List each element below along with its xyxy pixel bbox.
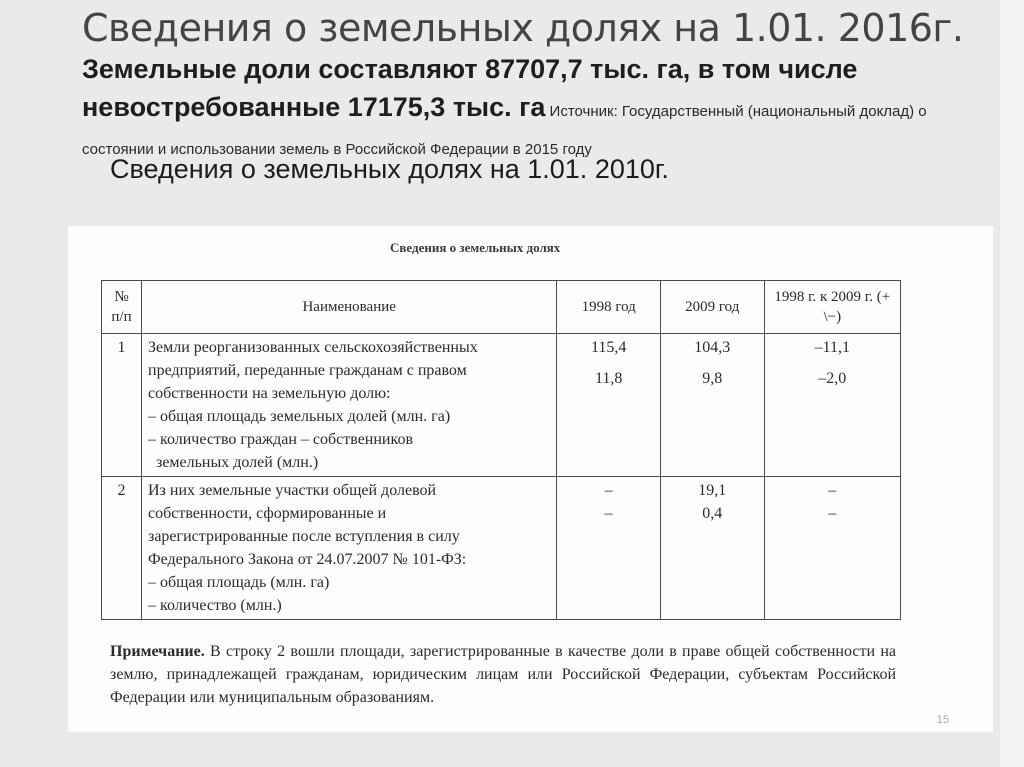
value-area: 115,4 xyxy=(590,339,627,356)
value-1998 xyxy=(557,477,661,620)
note-label: Примечание. xyxy=(110,643,205,660)
value-count: 9,8 xyxy=(702,370,723,387)
value-2009 xyxy=(660,477,764,620)
value-area: – xyxy=(828,482,837,499)
row-name-line: земельных долей (млн.) xyxy=(156,454,319,471)
row-name-line: собственности на земельную долю: xyxy=(148,385,391,402)
slide-title: Сведения о земельных долях на 1.01. 2016г. xyxy=(82,6,964,50)
header-1998: 1998 год xyxy=(557,281,661,334)
note-text: В строку 2 вошли площади, зарегистрированные в качестве доли в праве общей собственности на землю, принадлежащей гражданам, юридическим лицам или Российской Федерации, субъектам Российской Федерации или муниципальным образованиям. xyxy=(110,643,896,706)
row-name-line: – общая площадь земельных долей (млн. га) xyxy=(148,408,451,425)
slide-subtitle-2010: Сведения о земельных долях на 1.01. 2010г. xyxy=(110,154,669,184)
table-header-row xyxy=(102,281,901,334)
header-diff: 1998 г. к 2009 г. (+ \−) xyxy=(764,281,900,334)
note-paragraph xyxy=(110,640,896,709)
value-area: –11,1 xyxy=(814,339,850,356)
row-name-line: предприятий, переданные гражданам с правом xyxy=(148,362,467,379)
row-name-line: – количество (млн.) xyxy=(148,597,282,614)
header-num: № п/п xyxy=(102,281,142,334)
value-diff xyxy=(764,477,900,620)
row-name-line: – общая площадь (млн. га) xyxy=(148,574,330,591)
row-name-line: зарегистрированные после вступления в силу xyxy=(148,528,460,545)
row-name xyxy=(142,334,557,477)
row-num: 2 xyxy=(102,477,142,620)
table-row xyxy=(102,477,901,620)
value-count: – xyxy=(604,505,613,522)
slide-edge xyxy=(1000,0,1024,767)
row-name-line: Из них земельные участки общей долевой xyxy=(148,482,437,499)
row-name-line: Земли реорганизованных сельскохозяйственных xyxy=(148,339,478,356)
document-title: Сведения о земельных долях xyxy=(390,240,561,255)
header-2009: 2009 год xyxy=(660,281,764,334)
value-area: 104,3 xyxy=(694,339,731,356)
row-name-line: – количество граждан – собственников xyxy=(148,431,414,448)
page-number: 15 xyxy=(936,714,949,726)
table-row xyxy=(102,334,901,477)
value-diff xyxy=(764,334,900,477)
row-name-line: собственности, сформированные и xyxy=(148,505,387,522)
value-area: – xyxy=(604,482,613,499)
header-name: Наименование xyxy=(142,281,557,334)
land-shares-table xyxy=(101,280,901,620)
row-name xyxy=(142,477,557,620)
value-2009 xyxy=(660,334,764,477)
subtitle-bold-text: Земельные доли составляют 87707,7 тыс. га, в том числе невостребованные 17175,3 тыс. га xyxy=(82,54,858,122)
value-count: – xyxy=(828,505,837,522)
value-count: 0,4 xyxy=(702,505,723,522)
value-area: 19,1 xyxy=(698,482,727,499)
slide-subtitle xyxy=(82,50,982,164)
row-name-line: Федерального Закона от 24.07.2007 № 101-ФЗ: xyxy=(148,551,467,568)
document-scan xyxy=(68,226,993,732)
value-1998 xyxy=(557,334,661,477)
source-note: Источник: Государственный (национальный доклад) о состоянии и использовании земель в Российской Федерации в 2015 году xyxy=(82,103,927,158)
value-count: –2,0 xyxy=(818,370,847,387)
value-count: 11,8 xyxy=(594,370,623,387)
row-num: 1 xyxy=(102,334,142,477)
